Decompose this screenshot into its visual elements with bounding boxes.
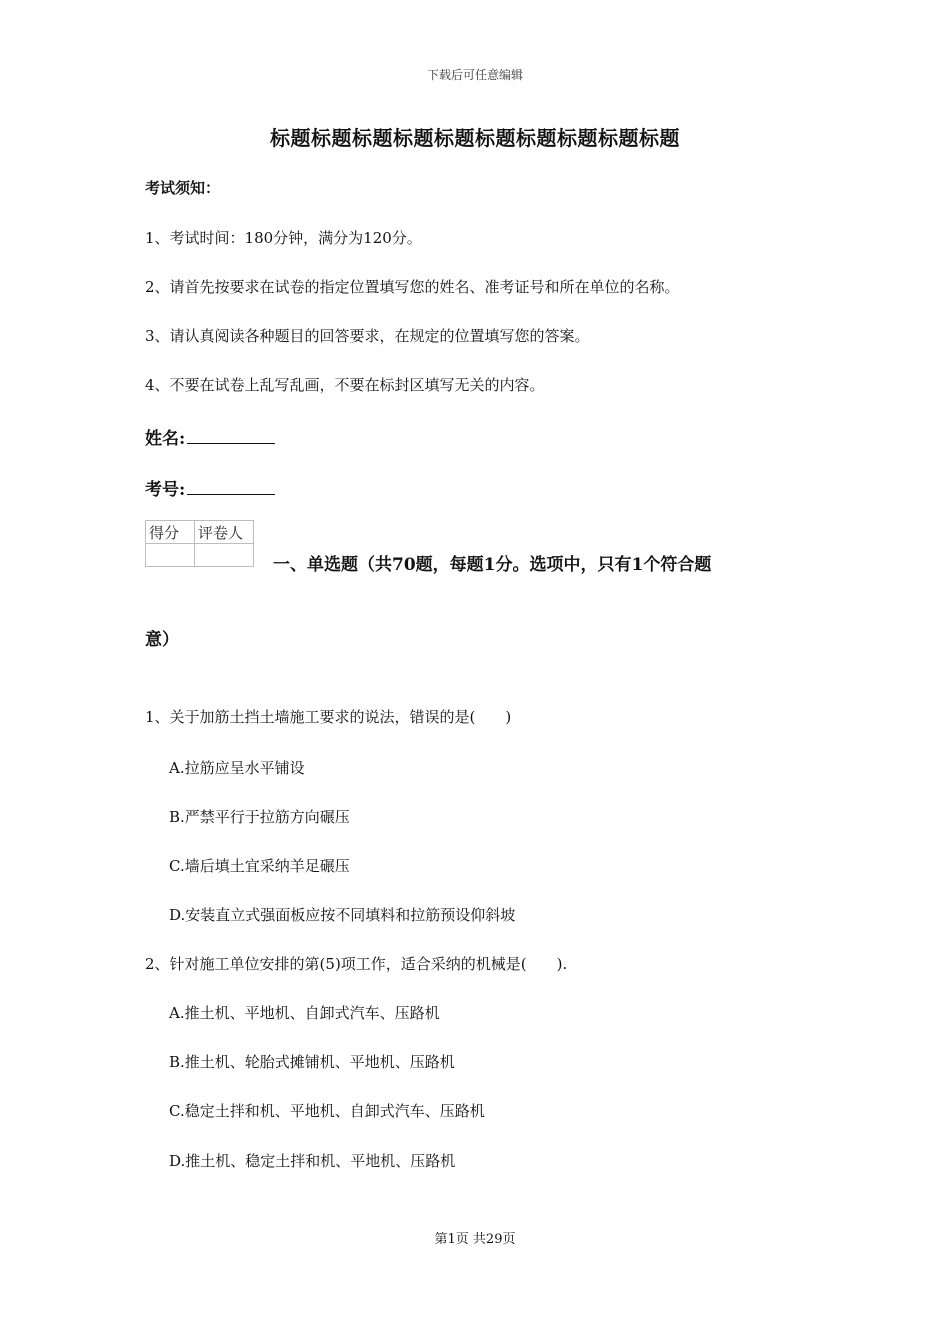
grader-header: 评卷人	[195, 521, 254, 544]
name-label: 姓名:	[145, 429, 186, 449]
notice-item: 3、请认真阅读各种题目的回答要求，在规定的位置填写您的答案。	[145, 327, 590, 345]
question-option: C.墙后填土宜采纳羊足碾压	[169, 857, 350, 875]
score-table-blank-row	[146, 544, 254, 567]
question-option: C.稳定土拌和机、平地机、自卸式汽车、压路机	[169, 1102, 485, 1120]
exam-id-label: 考号:	[145, 480, 186, 500]
score-cell	[146, 544, 195, 567]
notice-item: 1、考试时间：180分钟，满分为120分。	[145, 229, 422, 247]
exam-id-field	[145, 475, 275, 500]
question-option: A.推土机、平地机、自卸式汽车、压路机	[169, 1004, 440, 1022]
question-option: D.推土机、稳定土拌和机、平地机、压路机	[169, 1152, 456, 1170]
score-header: 得分	[146, 521, 195, 544]
score-table-header-row	[146, 521, 254, 544]
question-text: 2、针对施工单位安排的第(5)项工作，适合采纳的机械是( ).	[145, 955, 568, 973]
score-table	[145, 520, 254, 567]
section-heading: 一、单选题（共70题，每题1分。选项中，只有1个符合题	[273, 555, 712, 575]
question-option: D.安装直立式强面板应按不同填料和拉筋预设仰斜坡	[169, 906, 516, 924]
notice-heading: 考试须知：	[145, 179, 221, 197]
name-field	[145, 424, 275, 449]
question-option: B.推土机、轮胎式摊铺机、平地机、压路机	[169, 1053, 455, 1071]
grader-cell	[195, 544, 254, 567]
header-note: 下载后可任意编辑	[426, 68, 523, 82]
notice-item: 4、不要在试卷上乱写乱画，不要在标封区填写无关的内容。	[145, 376, 545, 394]
name-blank-line	[187, 427, 275, 444]
section-heading-continued: 意）	[145, 630, 179, 650]
notice-item: 2、请首先按要求在试卷的指定位置填写您的姓名、准考证号和所在单位的名称。	[145, 278, 680, 296]
question-option: B.严禁平行于拉筋方向碾压	[169, 808, 350, 826]
question-option: A.拉筋应呈水平铺设	[169, 759, 305, 777]
exam-id-blank-line	[187, 478, 275, 495]
document-title: 标题标题标题标题标题标题标题标题标题标题	[270, 126, 680, 150]
page-footer: 第1页 共29页	[434, 1232, 516, 1247]
question-text: 1、关于加筋土挡土墙施工要求的说法，错误的是( )	[145, 708, 512, 726]
